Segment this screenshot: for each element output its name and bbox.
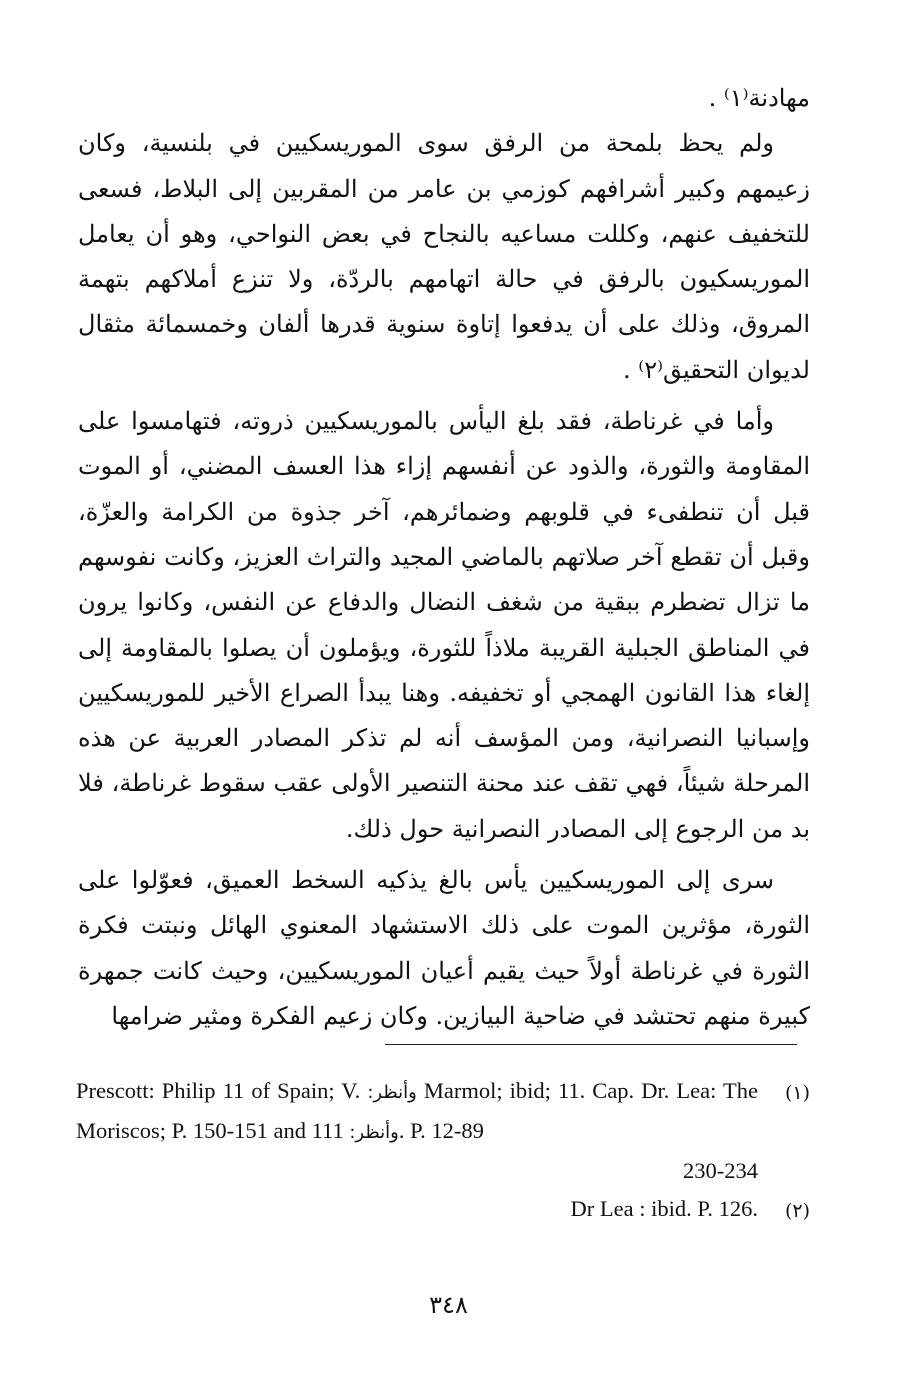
footnote-1-number: (١) xyxy=(784,1082,810,1104)
footnote-separator xyxy=(385,1044,797,1045)
footnote-1-ref-d: 111. P. 12-89 xyxy=(311,1118,484,1143)
footnote-1-text xyxy=(76,1072,770,1152)
main-text xyxy=(78,76,810,1039)
footnote-1-ref-a: Prescott: Philip 11 of Spain; V. xyxy=(76,1078,361,1103)
footnote-1-ref-c: Dr. Lea: The Moriscos; P. 150-151 and xyxy=(76,1078,759,1143)
footnote-2 xyxy=(76,1190,810,1230)
footnote-2-number: (٢) xyxy=(784,1200,810,1222)
paragraph-2: ولم يحظ بلمحة من الرفق سوى الموريسكيين في بلنسية، وكان زعيمهم وكبير أشرافهم كوزمي بن عامر من المقربين إلى البلاط، فسعى للتخفيف عنهم، وكللت مساعيه بالنجاح في بعض النواحي، وهو أن يعامل الموريسكيون بالرفق في حالة اتهامهم بالردّة، ولا تنزع أملاكهم بتهمة المروق، وذلك على أن يدفعوا إتاوة سنوية قدرها ألفان وخمسمائة مثقال لديوان التحقيق⁽٢⁾ . xyxy=(78,129,811,384)
paragraph-1: مهادنة⁽١⁾ . xyxy=(708,84,810,112)
footnotes xyxy=(76,1072,810,1230)
footnote-1-ref-b: Marmol; ibid; 11. Cap. xyxy=(423,1078,635,1103)
paragraph-3: وأما في غرناطة، فقد بلغ اليأس بالموريسكيين ذروته، فتهامسوا على المقاومة والثورة، والذود عن أنفسهم إزاء هذا العسف المضني، أو الموت قبل أن تنطفىء في قلوبهم وضمائرهم، آخر جذوة من الكرامة والعزّة، وقبل أن تقطع آخر صلاتهم بالماضي المجيد والتراث العزيز، وكانت نفوسهم ما تزال تضطرم ببقية من شغف النضال والدفاع عن النفس، وكانوا يرون في المناطق الجبلية القريبة ملاذاً للثورة، ويؤملون أن يصلوا بالمقاومة إلى إلغاء هذا القانون الهمجي أو تخفيفه. وهنا يبدأ الصراع الأخير للموريسكيين وإسبانيا النصرانية، ومن المؤسف أنه لم تذكر المصادر العربية عن هذه المرحلة شيئاً، فهي تقف عند محنة التنصير الأولى عقب سقوط غرناطة، فلا بد من الرجوع إلى المصادر النصرانية حول ذلك. xyxy=(78,407,810,843)
footnote-1-continuation: 230-234 xyxy=(683,1158,758,1183)
footnote-1-see-label: وأنظر: xyxy=(367,1082,417,1103)
footnote-1-see-label-2: وأنظر: xyxy=(349,1122,399,1143)
footnote-1 xyxy=(76,1072,810,1152)
page-number: ٣٤٨ xyxy=(429,1291,468,1319)
paragraph-4: سرى إلى الموريسكيين يأس بالغ يذكيه السخط العميق، فعوّلوا على الثورة، مؤثرين الموت على ذلك الاستشهاد المعنوي الهائل ونبتت فكرة الثورة في غرناطة أولاً حيث يقيم أعيان الموريسكيين، وحيث كانت جمهرة كبيرة منهم تحتشد في ضاحية البيازين. وكان زعيم الفكرة ومثير ضرامها xyxy=(78,866,810,1030)
footnote-2-text: Dr Lea : ibid. P. 126. xyxy=(570,1196,758,1221)
